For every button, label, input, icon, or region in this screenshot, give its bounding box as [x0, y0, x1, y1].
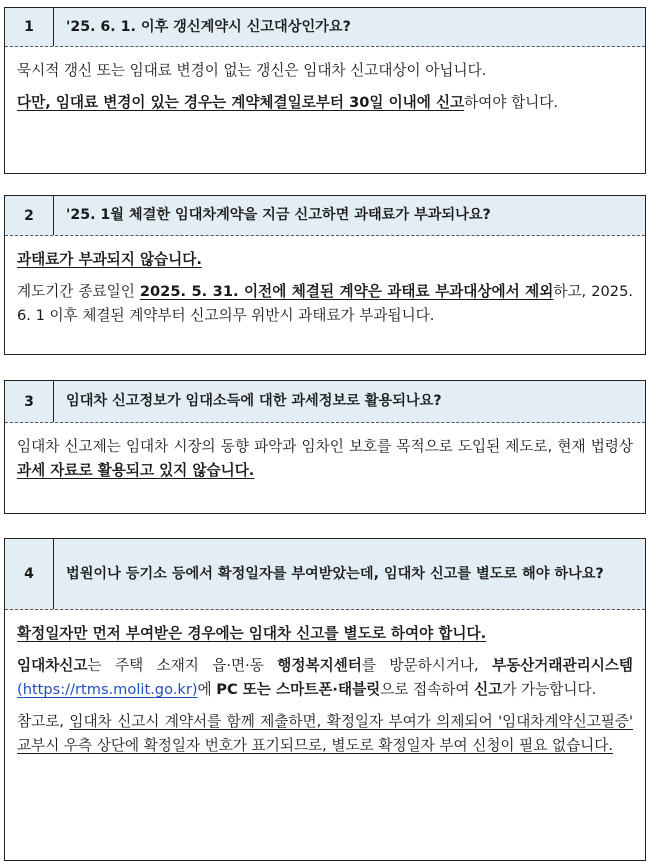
qa-number: 3 [5, 381, 54, 422]
qa-header [5, 539, 645, 610]
emphasis-text: 행정복지센터 [277, 657, 362, 674]
answer-paragraph [17, 280, 633, 328]
qa-question: '25. 1월 체결한 임대차계약을 지금 신고하면 과태료가 부과되나요? [66, 207, 491, 223]
underlined-text: 임대차 신고시 계약서를 함께 제출하면, 확정일자 부여가 의제되어 '임대차계약신고필증' 교부시 우측 상단에 확정일자 번호가 표기되므로, 별도로 확정일자 부여 신청이 필요 없습니다. [17, 713, 633, 754]
emphasis-text: 2025. 5. 31. 이전에 체결된 계약은 과태료 부과대상에서 제외 [139, 283, 554, 300]
answer-paragraph: 확정일자만 먼저 부여받은 경우에는 임대차 신고를 별도로 하여야 합니다. [17, 625, 487, 642]
qa-number: 4 [5, 539, 54, 609]
emphasis-text: 임대차신고 [17, 657, 88, 674]
rtms-link[interactable]: (https://rtms.molit.go.kr) [17, 681, 198, 698]
answer-text: 임대차 신고제는 임대차 시장의 동향 파악과 임차인 보호를 목적으로 도입된 제도로, 현재 법령상 [17, 438, 633, 455]
qa-question: 임대차 신고정보가 임대소득에 대한 과세정보로 활용되나요? [66, 393, 442, 409]
answer-text: 하고, 2025. 6. 1 이후 체결된 계약부터 신고의무 위반시 과태료가 부과됩니다. [17, 283, 633, 324]
emphasis-text: 신고 [474, 681, 503, 698]
answer-text: 으로 접속하여 [380, 681, 475, 698]
qa-header [5, 196, 645, 236]
qa-question: 법원이나 등기소 등에서 확정일자를 부여받았는데, 임대차 신고를 별도로 해야 하나요? [66, 565, 604, 582]
answer-text: 가 가능합니다. [502, 681, 597, 698]
qa-item-3 [4, 380, 646, 514]
answer-text: 계도기간 종료일인 [17, 283, 140, 300]
qa-answer [5, 423, 645, 483]
qa-number: 2 [5, 196, 54, 235]
qa-header [5, 381, 645, 423]
answer-paragraph: 과태료가 부과되지 않습니다. [17, 251, 202, 268]
qa-header [5, 8, 645, 47]
answer-text: 참고로, [17, 713, 70, 730]
emphasis-text: 다만, 임대료 변경이 있는 경우는 계약체결일로부터 30일 이내에 신고 [17, 94, 465, 111]
emphasis-text: 과세 자료로 활용되고 있지 않습니다. [17, 462, 255, 479]
qa-item-1 [4, 7, 646, 174]
qa-answer [5, 236, 645, 328]
answer-paragraph: 묵시적 갱신 또는 임대료 변경이 없는 갱신은 임대차 신고대상이 아닙니다. [17, 62, 487, 79]
qa-answer [5, 610, 645, 758]
qa-answer [5, 47, 645, 115]
answer-paragraph [17, 654, 633, 702]
qa-item-2 [4, 195, 646, 355]
answer-paragraph [17, 435, 633, 483]
qa-number: 1 [5, 8, 54, 46]
emphasis-text: 부동산거래관리시스템 [492, 657, 633, 674]
answer-text: 에 [197, 681, 217, 698]
answer-text: 하여야 합니다. [464, 94, 559, 111]
answer-text: 를 방문하시거나, [361, 657, 493, 674]
qa-item-4 [4, 538, 646, 861]
answer-text: 는 주택 소재지 읍·면·동 [87, 657, 278, 674]
qa-question: '25. 6. 1. 이후 갱신계약시 신고대상인가요? [66, 18, 351, 35]
emphasis-text: PC 또는 스마트폰·태블릿 [216, 681, 381, 698]
answer-paragraph [17, 91, 633, 115]
answer-paragraph [17, 710, 633, 758]
